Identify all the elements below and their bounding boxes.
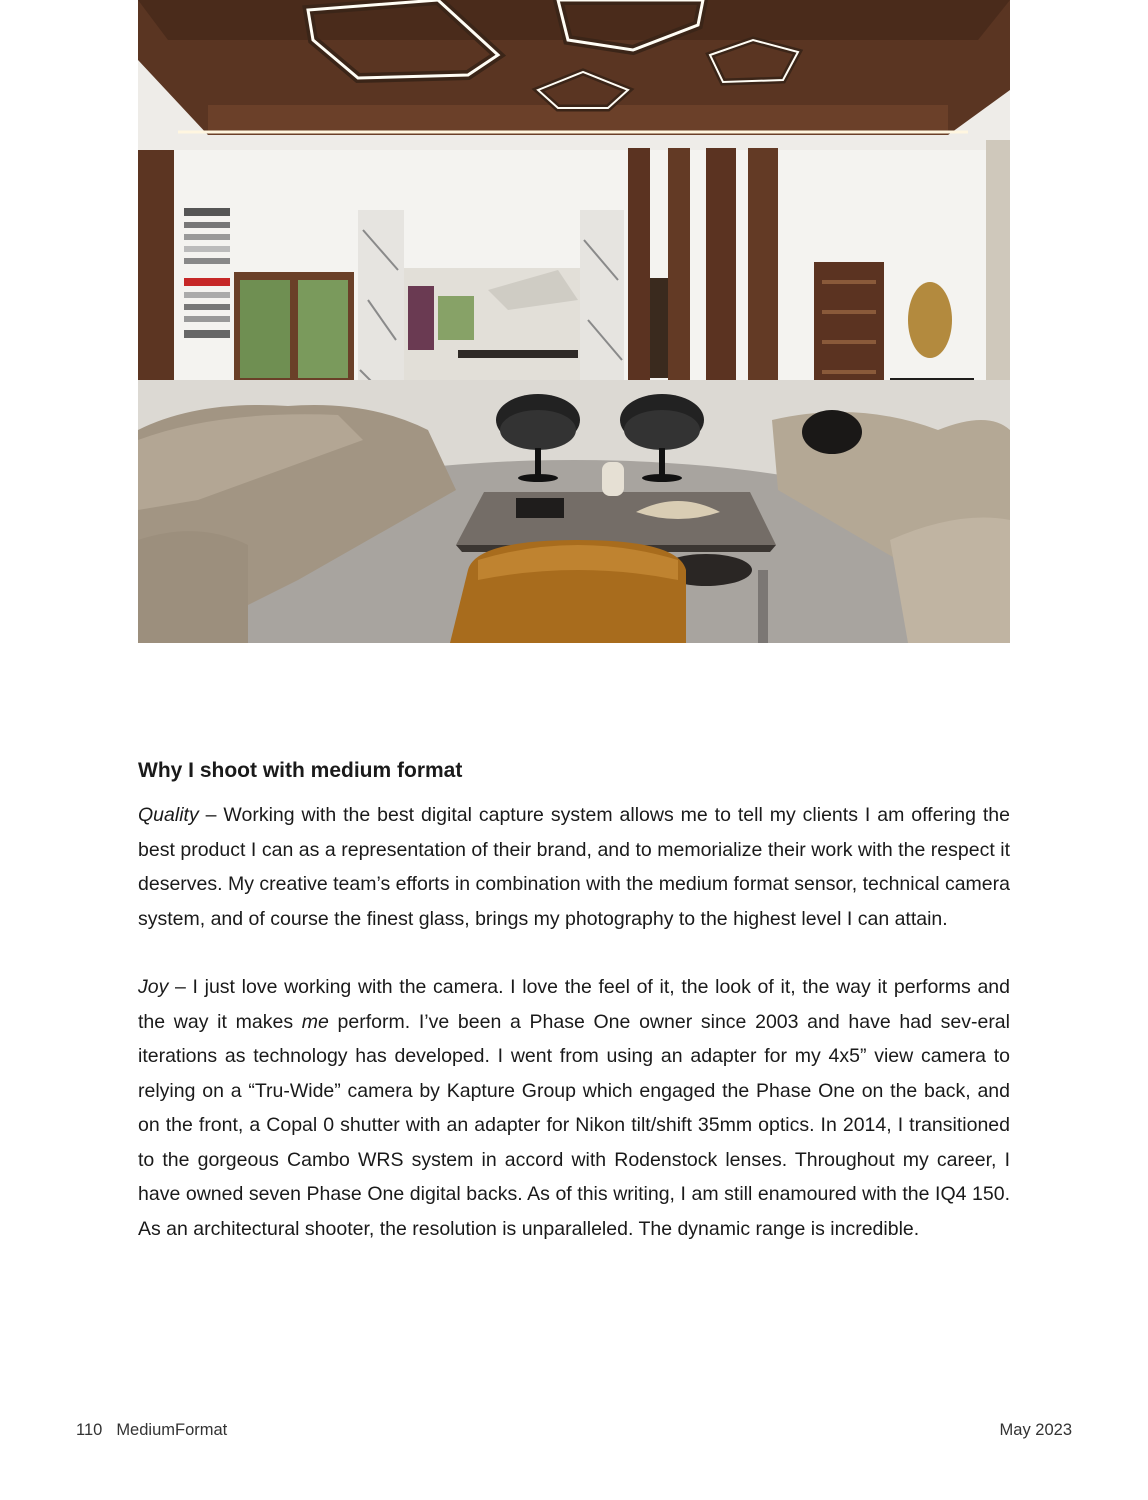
page-number: 110 — [76, 1421, 103, 1439]
publication-name: MediumFormat — [116, 1421, 228, 1439]
paragraph-text-quality: – Working with the best digital capture system allows me to tell my clients I am offering the best product I can as a representation of their brand, and to memorialize their work with the respect it deserves. My creative team’s efforts in combination with the medium format sensor, technical camera system, and of course the finest glass, brings my photography to the highest level I can attain. — [138, 804, 1010, 930]
article-body — [138, 756, 1010, 1280]
paragraph-text-joy-a: – I just love working with the camera. I love the feel of it, the look of it, the way it performs and the way it makes — [138, 976, 1010, 1033]
issue-date: May 2023 — [999, 1421, 1072, 1439]
paragraph-text-joy-b: perform. I’ve been a Phase One owner since 2003 and have had sev-eral iterations as technology has developed. I went from using an adapter for my 4x5” view camera to relying on a “Tru-Wide” camera by Kapture Group which engaged the Phase One on the back, and on the front, a Copal 0 shutter with an adapter for Nikon tilt/shift 35mm optics. In 2014, I transitioned to the gorgeous Cambo WRS system in accord with Rodenstock lenses. Throughout my career, I have owned seven Phase One digital backs. As of this writing, I am still enamoured with the IQ4 150. As an architectural shooter, the resolution is unparalleled. The dynamic range is incredible. — [138, 1010, 1010, 1240]
section-heading: Why I shoot with medium format — [138, 759, 463, 782]
paragraph-quality — [138, 798, 1010, 936]
paragraph-joy — [138, 970, 1010, 1246]
paragraph-lead-quality: Quality — [138, 804, 199, 826]
footer-left — [76, 1421, 227, 1440]
paragraph-lead-joy: Joy — [138, 976, 169, 998]
page-footer — [76, 1421, 1072, 1440]
living-room-illustration — [138, 0, 1010, 643]
interior-photo — [138, 0, 1010, 643]
paragraph-emphasis-me: me — [301, 1010, 329, 1033]
